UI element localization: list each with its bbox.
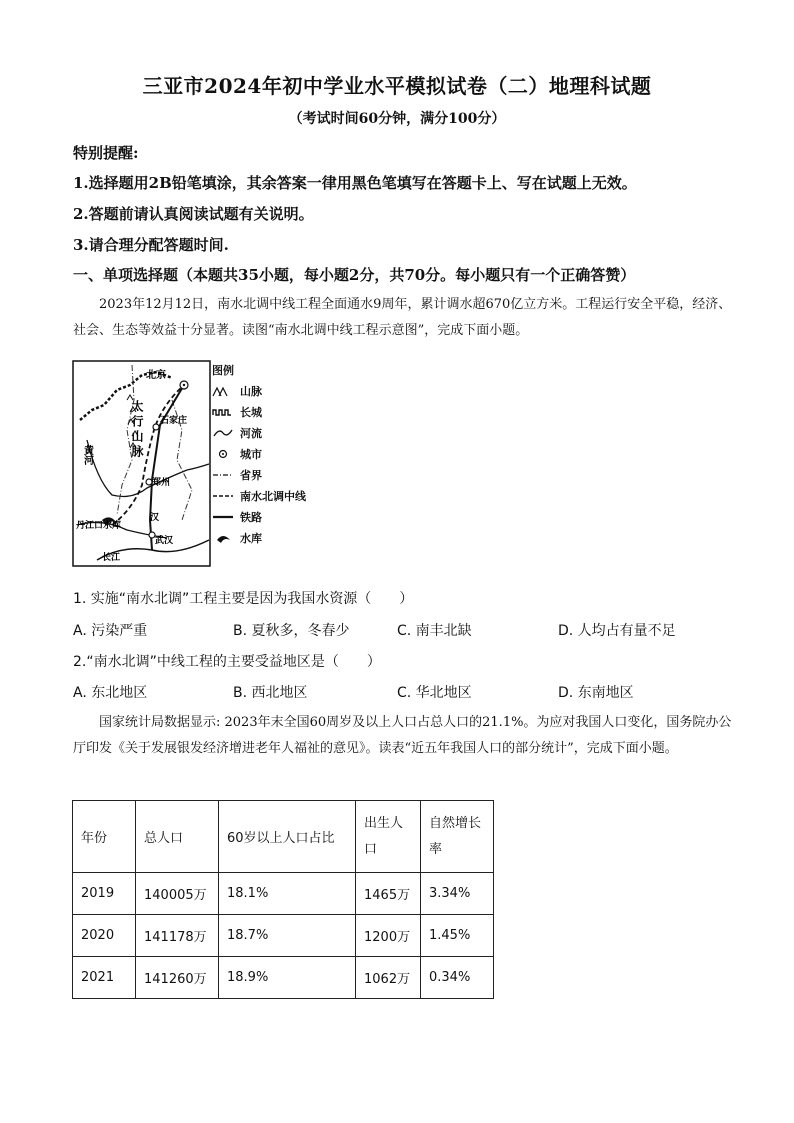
legend-label-great-wall: 长城 xyxy=(240,406,262,419)
question-2-option-d[interactable]: D. 东南地区 xyxy=(558,685,634,701)
legend-title: 图例 xyxy=(212,364,234,377)
label-shijiazhuang: 石家庄 xyxy=(160,416,188,426)
notice-item-1: 1.选择题用2B铅笔填涂，其余答案一律用黑色笔填写在答题卡上、写在试题上无效。 xyxy=(73,174,637,192)
legend-item-canal xyxy=(212,488,306,504)
label-changjiang: 长江 xyxy=(102,553,121,563)
table-row xyxy=(73,873,494,915)
legend-item-reservoir xyxy=(212,530,262,546)
map-figure xyxy=(72,360,212,568)
question-1-stem: 1. 实施“南水北调”工程主要是因为我国水资源（ ） xyxy=(73,591,414,607)
question-1-option-a[interactable]: A. 污染严重 xyxy=(73,623,148,639)
legend-label-river: 河流 xyxy=(240,427,262,440)
cell-total: 141178万 xyxy=(136,915,219,957)
cell-year: 2021 xyxy=(73,957,136,999)
notice-item-3: 3.请合理分配答题时间. xyxy=(73,236,229,254)
header-total: 总人口 xyxy=(136,801,219,873)
label-yellow-river: 黄河 xyxy=(81,445,93,465)
question-1-option-d[interactable]: D. 人均占有量不足 xyxy=(558,623,676,639)
cell-elderly-share: 18.7% xyxy=(219,915,356,957)
question-2-stem: 2.“南水北调”中线工程的主要受益地区是（ ） xyxy=(73,654,381,670)
cell-elderly-share: 18.1% xyxy=(219,873,356,915)
legend-item-city xyxy=(212,446,262,462)
province-border-icon xyxy=(212,468,234,482)
question-2-option-b[interactable]: B. 西北地区 xyxy=(233,685,308,701)
river-icon xyxy=(212,426,234,440)
map-legend xyxy=(212,362,332,562)
legend-label-city: 城市 xyxy=(240,448,262,461)
section-heading: 一、单项选择题（本题共35小题，每小题2分，共70分。每小题只有一个正确答赞） xyxy=(73,266,636,284)
legend-item-railway xyxy=(212,509,262,525)
question-1-option-c[interactable]: C. 南丰北缺 xyxy=(397,623,472,639)
header-births: 出生人口 xyxy=(356,801,421,873)
legend-item-great-wall xyxy=(212,404,262,420)
cell-births: 1465万 xyxy=(356,873,421,915)
notice-item-2: 2.答题前请认真阅读试题有关说明。 xyxy=(73,205,314,223)
legend-label-mountain: 山脉 xyxy=(240,385,262,398)
legend-item-river xyxy=(212,425,262,441)
cell-elderly-share: 18.9% xyxy=(219,957,356,999)
question-2-option-c[interactable]: C. 华北地区 xyxy=(397,685,472,701)
railway-icon xyxy=(212,510,234,524)
mountain-icon xyxy=(212,384,234,398)
label-han-river: 汉 xyxy=(150,513,160,523)
cell-births: 1062万 xyxy=(356,957,421,999)
cell-births: 1200万 xyxy=(356,915,421,957)
header-year: 年份 xyxy=(73,801,136,873)
reservoir-icon xyxy=(212,531,234,545)
cell-total: 141260万 xyxy=(136,957,219,999)
question-1-option-b[interactable]: B. 夏秋多，冬春少 xyxy=(233,623,350,639)
page-title: 三亚市2024年初中学业水平模拟试卷（二）地理科试题 xyxy=(142,74,652,98)
table-row xyxy=(73,957,494,999)
population-table xyxy=(72,800,494,999)
notice-heading: 特别提醒: xyxy=(73,144,139,162)
cell-total: 140005万 xyxy=(136,873,219,915)
cell-year: 2020 xyxy=(73,915,136,957)
table-header-row xyxy=(73,801,494,873)
label-danjiangkou: 丹江口水库 xyxy=(76,521,122,531)
great-wall-icon xyxy=(212,405,234,419)
canal-route-icon xyxy=(212,489,234,503)
passage-population: 国家统计局数据显示: 2023年末全国60周岁及以上人口占总人口的21.1%。为应对我国人口变化，国务院办公厅印发《关于发展银发经济增进老年人福祉的意见》。读表“近五年我国人口的部分统计”，完成下面小题。 xyxy=(73,715,732,756)
label-zhengzhou: 郑州 xyxy=(152,478,171,488)
legend-item-mountain xyxy=(212,383,262,399)
header-elderly-share: 60岁以上人口占比 xyxy=(219,801,356,873)
legend-label-reservoir: 水库 xyxy=(240,532,262,545)
legend-item-province-border xyxy=(212,467,262,483)
legend-label-canal: 南水北调中线 xyxy=(240,490,306,503)
header-natural-growth: 自然增长率 xyxy=(421,801,494,873)
exam-duration-note: （考试时间60分钟，满分100分） xyxy=(288,111,506,127)
legend-label-province-border: 省界 xyxy=(240,469,262,482)
legend-label-railway: 铁路 xyxy=(240,511,262,524)
question-2-option-a[interactable]: A. 东北地区 xyxy=(73,685,148,701)
cell-natural-growth: 0.34% xyxy=(421,957,494,999)
label-taihang: 太行山脉 xyxy=(130,400,144,460)
label-beijing: 北京 xyxy=(146,370,166,381)
table-row xyxy=(73,915,494,957)
passage-south-north-water: 2023年12月12日，南水北调中线工程全面通水9周年，累计调水超670亿立方米。工程运行安全平稳，经济、社会、生态等效益十分显著。读图“南水北调中线工程示意图”，完成下面小题。 xyxy=(73,297,732,338)
shijiazhuang-city-dot xyxy=(153,424,159,430)
cell-natural-growth: 1.45% xyxy=(421,915,494,957)
cell-year: 2019 xyxy=(73,873,136,915)
cell-natural-growth: 3.34% xyxy=(421,873,494,915)
label-wuhan: 武汉 xyxy=(155,536,174,546)
city-icon xyxy=(212,447,234,461)
